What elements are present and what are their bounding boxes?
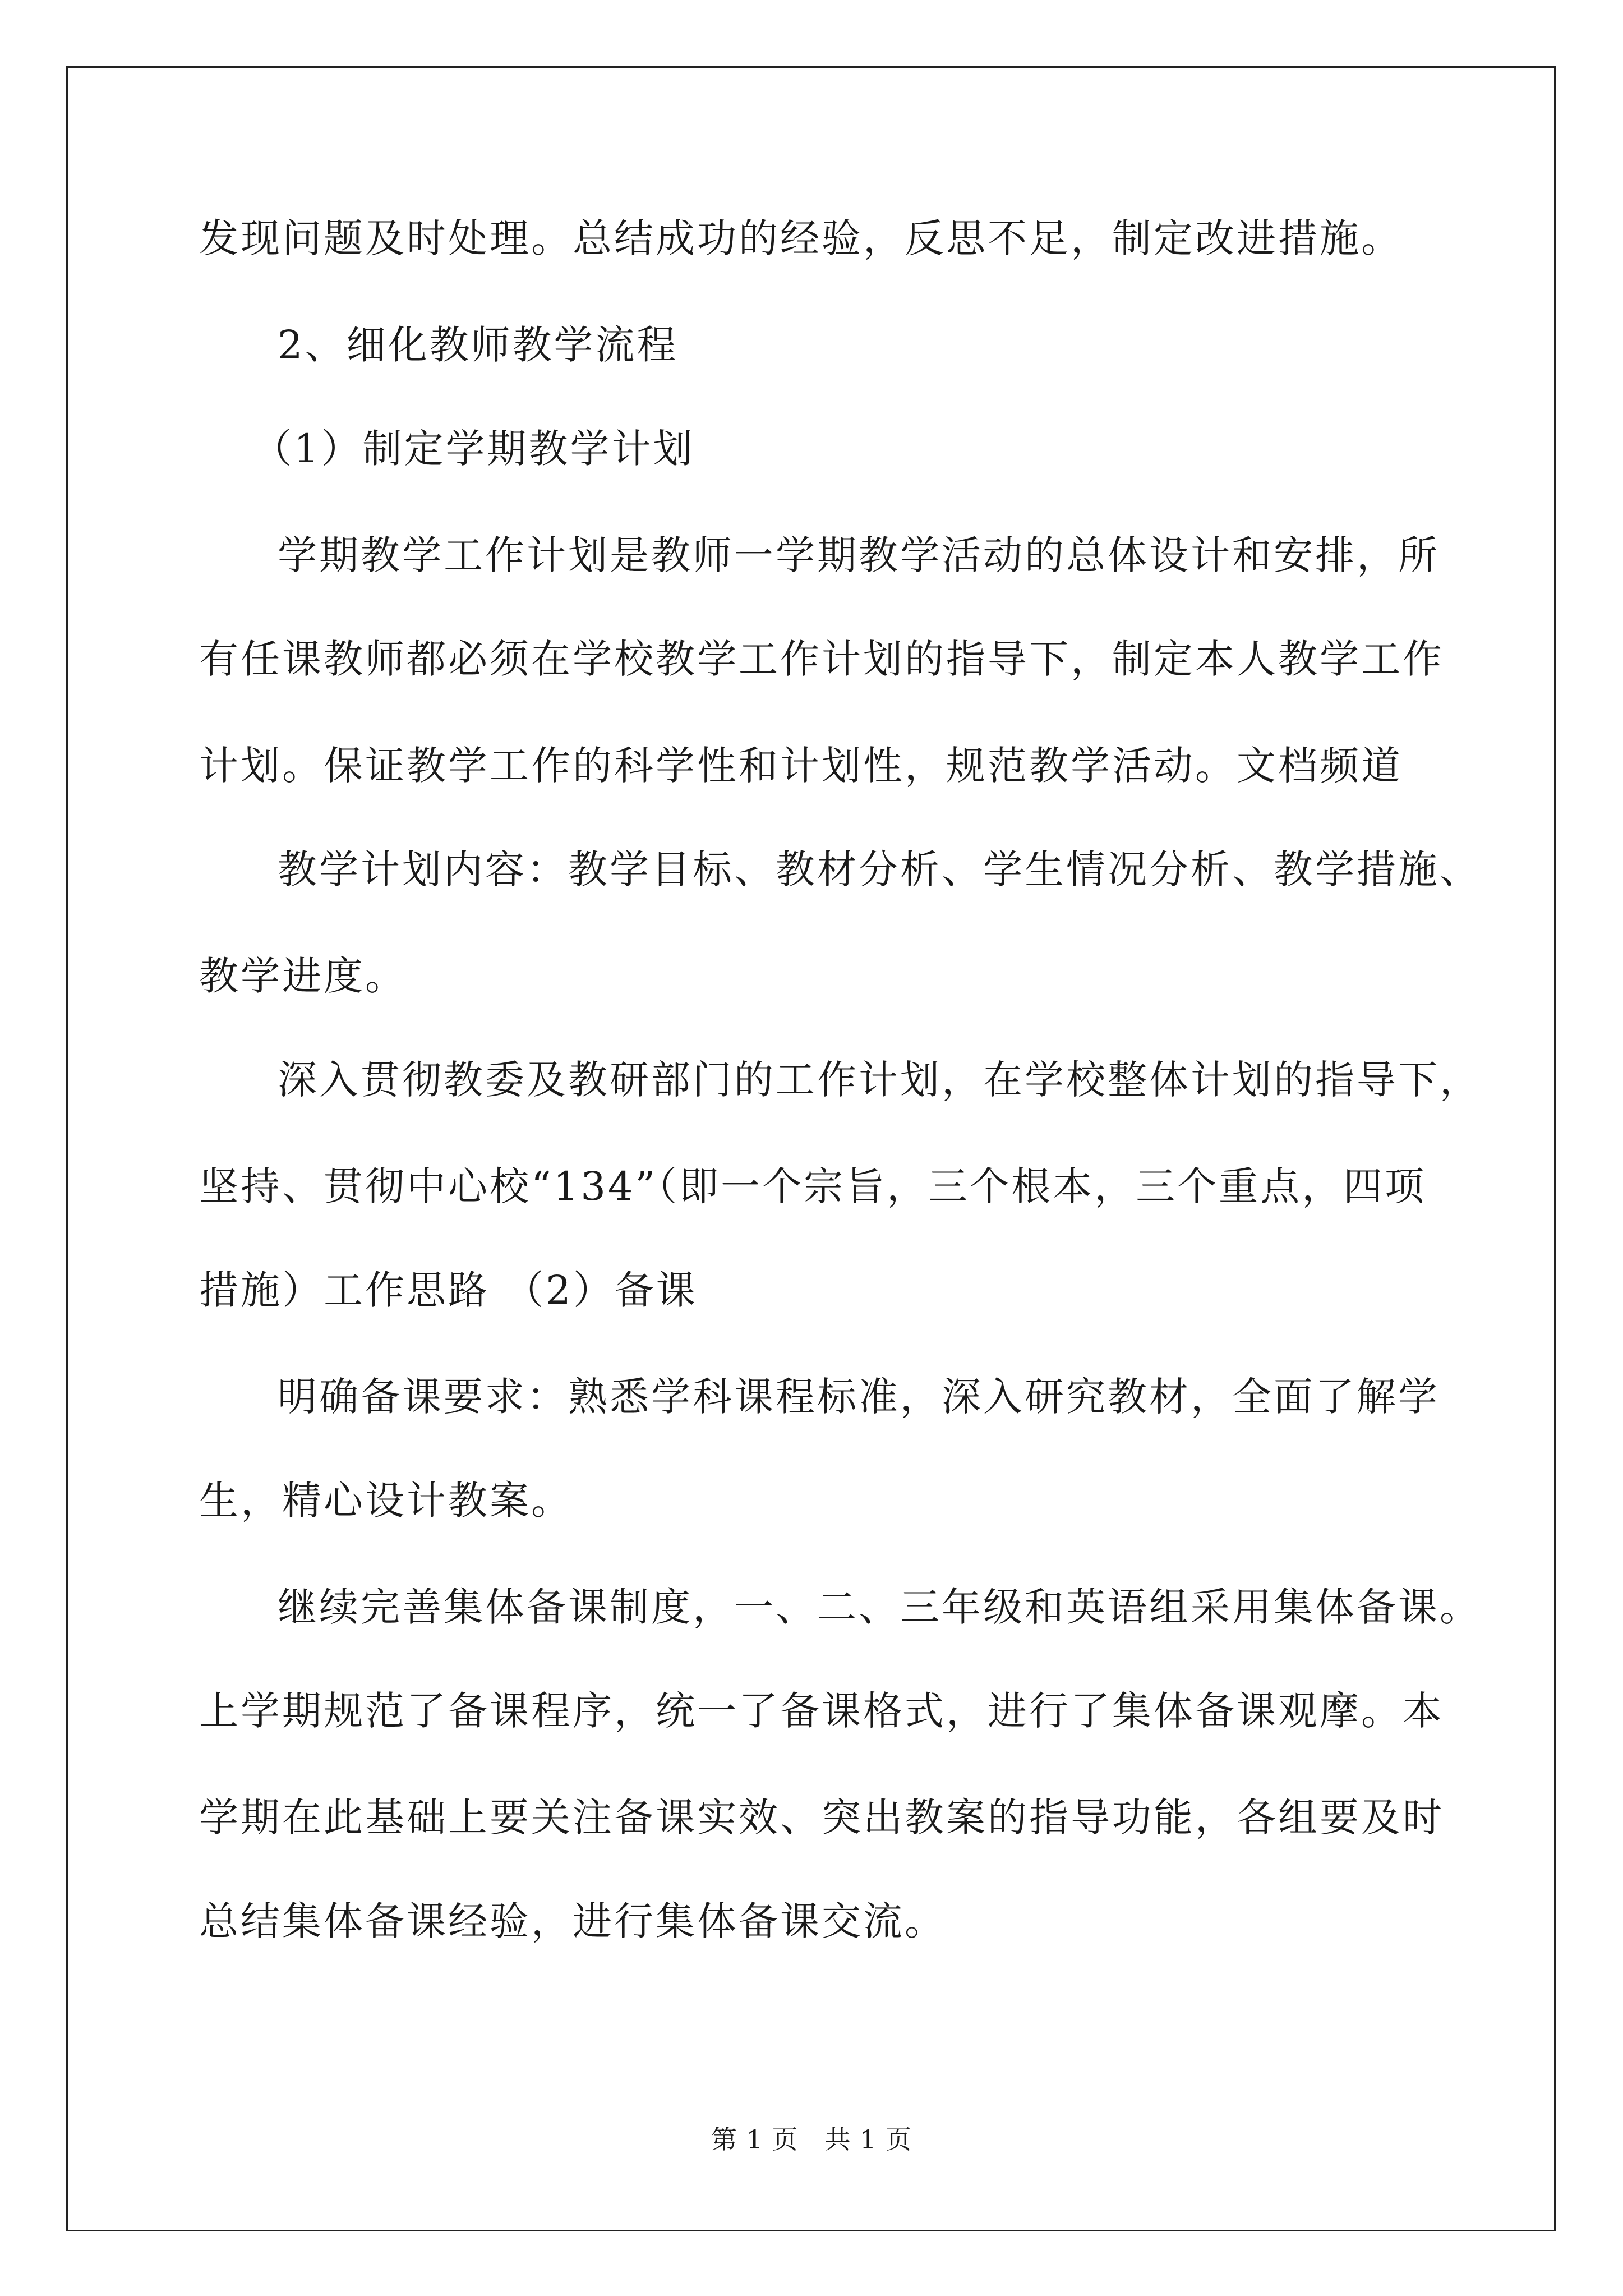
text-line: 总结集体备课经验，进行集体备课交流。 [199, 1898, 946, 1944]
text-line: 学期教学工作计划是教师一学期教学活动的总体设计和安排，所 [278, 532, 1440, 578]
text-line: 措施）工作思路 （2）备课 [199, 1267, 698, 1313]
text-line: 坚持、贯彻中心校“134”（即一个宗旨，三个根本，三个重点，四项 [199, 1163, 1427, 1209]
text-line: 学期在此基础上要关注备课实效、突出教案的指导功能，各组要及时 [199, 1795, 1444, 1841]
text-line: 生，精心设计教案。 [199, 1478, 573, 1524]
text-line: 教学进度。 [199, 953, 407, 999]
text-line: 明确备课要求：熟悉学科课程标准，深入研究教材，全面了解学 [278, 1374, 1440, 1420]
text-line: 计划。保证教学工作的科学性和计划性，规范教学活动。文档频道 [199, 743, 1403, 789]
text-line: 教学计划内容：教学目标、教材分析、学生情况分析、教学措施、 [278, 846, 1481, 892]
text-line: 继续完善集体备课制度，一、二、三年级和英语组采用集体备课。 [278, 1584, 1481, 1630]
text-line: 有任课教师都必须在学校教学工作计划的指导下，制定本人教学工作 [199, 636, 1444, 682]
page-number: 第 1 页 共 1 页 [711, 2124, 912, 2155]
text-line: 上学期规范了备课程序，统一了备课格式，进行了集体备课观摩。本 [199, 1688, 1444, 1734]
subsection-heading: （1）制定学期教学计划 [252, 426, 695, 472]
text-line: 深入贯彻教委及教研部门的工作计划，在学校整体计划的指导下， [278, 1057, 1481, 1103]
section-heading: 2、细化教师教学流程 [278, 322, 679, 368]
text-line: 发现问题及时处理。总结成功的经验，反思不足，制定改进措施。 [199, 215, 1403, 261]
